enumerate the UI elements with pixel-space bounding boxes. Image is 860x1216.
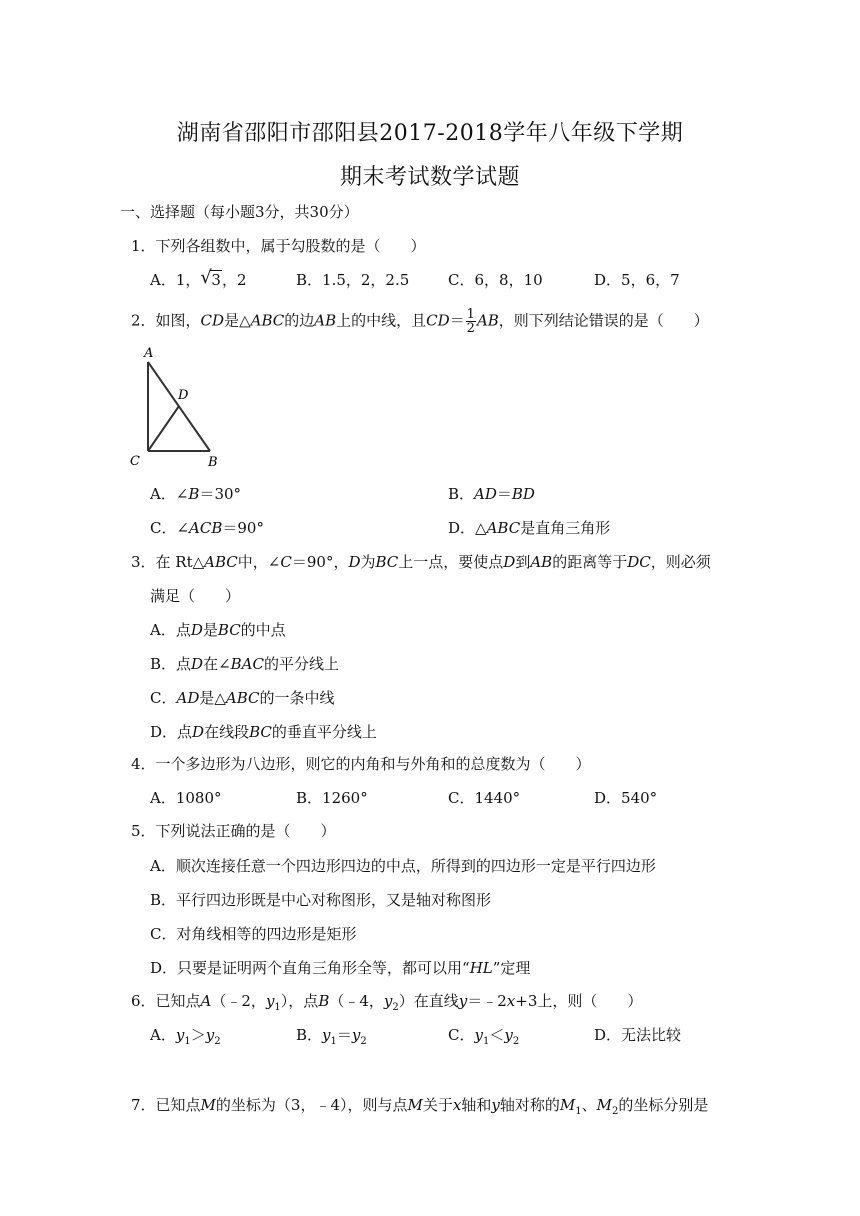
q2-text: 是△ xyxy=(224,311,251,330)
q3-d-var: D xyxy=(192,723,205,741)
q2-option-a xyxy=(150,484,241,504)
q1-option-a xyxy=(150,267,247,290)
q2-text: ，则下列结论错误的是（ ） xyxy=(498,311,709,330)
q3-text: ＝90°， xyxy=(291,553,349,571)
q4-option-a: A．1080° xyxy=(150,789,222,807)
q3-a-text: A．点 xyxy=(150,621,191,639)
q6-b-var: y xyxy=(322,1026,331,1044)
q3-text: 的距离等于 xyxy=(552,553,628,571)
q2-text: ＝ xyxy=(449,311,465,330)
q3-b-text: 的平分线上 xyxy=(263,655,339,673)
q3-b-text: 在∠ xyxy=(203,655,231,673)
q3-d-text: 在线段 xyxy=(204,723,250,741)
q6-a-var: y xyxy=(205,1026,215,1044)
q6-c-sub: 2 xyxy=(512,1036,520,1047)
q3-var: D xyxy=(348,553,361,571)
q2-b-text: ＝ xyxy=(496,485,512,503)
q2-c-text: ＝90° xyxy=(222,519,264,537)
q5-option-c: C．对角线相等的四边形是矩形 xyxy=(150,925,357,943)
q2-var: CD xyxy=(426,311,450,330)
label-b: B xyxy=(208,455,218,470)
q6-c-text: ＜ xyxy=(489,1026,505,1044)
q4-option-d: D．540° xyxy=(594,789,658,807)
q1-option-d: D．5，6，7 xyxy=(594,271,680,289)
q3-option-b xyxy=(150,654,339,674)
fraction-one-half xyxy=(466,308,476,335)
q6-c-sub: 1 xyxy=(482,1036,490,1047)
q6-text: ），点 xyxy=(280,992,319,1010)
q6-sub: 2 xyxy=(392,1002,399,1013)
q2-option-b xyxy=(448,484,535,504)
section-heading: 一、选择题（每小题3分，共30分） xyxy=(120,203,359,221)
q6-a-var: y xyxy=(175,1026,185,1044)
q6-text: （﹣4， xyxy=(329,992,384,1010)
q2-var: AB xyxy=(476,311,499,330)
q7-text: 7．已知点 xyxy=(131,1096,201,1114)
q3-var: C xyxy=(280,553,292,571)
q1-a-root: 3 xyxy=(211,271,221,289)
q6-text: （﹣2， xyxy=(211,992,266,1010)
sqrt-symbol: √ 3 xyxy=(200,267,221,289)
label-a: A xyxy=(144,346,154,361)
q3-option-d xyxy=(150,722,377,742)
q6-var: x xyxy=(506,992,516,1010)
title-line-2: 期末考试数学试题 xyxy=(339,165,520,190)
q3-option-c xyxy=(150,688,335,708)
q2-b-text: B． xyxy=(448,485,475,503)
q7-text: 、 xyxy=(581,1096,597,1114)
q7-var: M xyxy=(407,1096,423,1114)
q4-option-b: B．1260° xyxy=(296,789,368,807)
q2-text: 上的中线，且 xyxy=(336,311,427,330)
q3-c-text: 的一条中线 xyxy=(259,689,335,707)
q5-option-d xyxy=(150,958,530,978)
q3-a-text: 的中点 xyxy=(240,621,286,639)
q3-d-text: D．点 xyxy=(150,723,193,741)
q3-b-text: B．点 xyxy=(150,655,192,673)
q3-text: 3．在 Rt△ xyxy=(131,553,205,571)
triangle-figure xyxy=(128,345,228,470)
q7-text: 的坐标分别是 xyxy=(618,1096,709,1114)
q1-a-prefix: A．1， xyxy=(150,271,201,289)
q3-var: DC xyxy=(627,553,651,571)
q5-option-a: A．顺次连接任意一个四边形四边的中点，所得到的四边形一定是平行四边形 xyxy=(150,857,656,875)
label-d: D xyxy=(178,388,189,403)
q7-text: 轴对称的 xyxy=(499,1096,560,1114)
q3-a-var: BC xyxy=(217,621,241,639)
q6-text: +3上，则（ ） xyxy=(515,992,643,1010)
q6-a-sub: 2 xyxy=(214,1036,221,1047)
q3-text: ，则必须 xyxy=(650,553,711,571)
title-line-1: 湖南省邵阳市邵阳县2017-2018学年八年级下学期 xyxy=(176,121,684,146)
q6-text: ）在直线 xyxy=(398,992,459,1010)
q3-b-var: D xyxy=(191,655,204,673)
q2-option-d xyxy=(448,518,610,538)
q7-text: 关于 xyxy=(422,1096,453,1114)
q2-a-text: A．∠ xyxy=(150,485,189,503)
question-6-stem xyxy=(131,991,642,1018)
q2-b-var: BD xyxy=(511,485,535,503)
q5-d-text: D．只要是证明两个直角三角形全等，都可以用“ xyxy=(150,959,470,977)
q6-a-text: A． xyxy=(150,1026,176,1044)
q3-d-text: 的垂直平分线上 xyxy=(271,723,377,741)
q7-var: y xyxy=(491,1096,500,1114)
q2-var: ABC xyxy=(250,311,285,330)
q3-text: 中，∠ xyxy=(237,553,281,571)
q7-var: M xyxy=(596,1096,612,1114)
q6-c-var: y xyxy=(474,1026,483,1044)
q3-c-var: AD xyxy=(176,689,200,707)
q3-option-a xyxy=(150,620,286,640)
q6-var: y xyxy=(383,992,393,1010)
fraction-denominator: 2 xyxy=(466,321,475,336)
q6-var: y xyxy=(265,992,275,1010)
q6-var: A xyxy=(200,992,212,1010)
q6-text: ＝﹣2 xyxy=(467,992,507,1010)
q5-option-b: B．平行四边形既是中心对称图形，又是轴对称图形 xyxy=(150,891,492,909)
question-1-stem: 1．下列各组数中，属于勾股数的是（ ） xyxy=(131,237,426,255)
q6-sub: 1 xyxy=(274,1002,281,1013)
q3-c-text: 是△ xyxy=(199,689,226,707)
q2-b-var: AD xyxy=(474,485,497,503)
q5-d-text: ”定理 xyxy=(492,959,531,977)
q4-option-c: C．1440° xyxy=(448,789,521,807)
q6-option-c xyxy=(448,1025,519,1052)
label-c: C xyxy=(130,454,140,469)
q3-c-var: ABC xyxy=(225,689,260,707)
q3-c-text: C． xyxy=(150,689,177,707)
q2-var: CD xyxy=(200,311,225,330)
q6-b-sub: 2 xyxy=(360,1036,367,1047)
q2-d-var: ABC xyxy=(486,519,521,537)
fraction-numerator: 1 xyxy=(466,307,475,322)
q2-text: 2．如图， xyxy=(131,311,201,330)
q7-var: M xyxy=(200,1096,216,1114)
q2-a-text: ＝30° xyxy=(199,485,242,503)
q2-c-text: C．∠ xyxy=(150,519,190,537)
q6-b-text: ＝ xyxy=(336,1026,352,1044)
q2-option-c xyxy=(150,518,264,538)
q2-a-var: B xyxy=(188,485,200,503)
question-7-stem xyxy=(131,1095,708,1122)
q6-var: B xyxy=(318,992,330,1010)
q3-text: 上一点，要使点 xyxy=(398,553,504,571)
q6-b-var: y xyxy=(351,1026,361,1044)
q6-option-d: D．无法比较 xyxy=(594,1026,682,1044)
q3-var: BC xyxy=(375,553,399,571)
q6-c-var: y xyxy=(504,1026,513,1044)
question-5-stem: 5．下列说法正确的是（ ） xyxy=(131,822,336,840)
q1-a-suffix: ，2 xyxy=(221,271,247,289)
question-2-stem xyxy=(131,308,709,335)
q2-text: 的边 xyxy=(284,311,315,330)
q3-text: 为 xyxy=(360,553,376,571)
q3-var: AB xyxy=(530,553,553,571)
q2-c-var: ACB xyxy=(189,519,223,537)
q7-sub: 2 xyxy=(611,1106,619,1117)
q3-a-text: 是 xyxy=(202,621,218,639)
q7-text: 轴和 xyxy=(461,1096,492,1114)
q3-var: ABC xyxy=(204,553,238,571)
q7-var: x xyxy=(452,1096,462,1114)
question-4-stem: 4．一个多边形为八边形，则它的内角和与外角和的总度数为（ ） xyxy=(131,755,591,773)
q2-d-text: D．△ xyxy=(448,519,487,537)
q6-a-sub: 1 xyxy=(184,1036,191,1047)
q7-sub: 1 xyxy=(575,1106,582,1117)
question-3-stem-line-1 xyxy=(131,552,711,572)
q6-option-b xyxy=(296,1025,367,1052)
q6-b-sub: 1 xyxy=(330,1036,337,1047)
q6-b-text: B． xyxy=(296,1026,323,1044)
triangle-diagram xyxy=(128,345,228,470)
q3-d-var: BC xyxy=(249,723,272,741)
q5-d-var: HL xyxy=(469,959,493,977)
q7-var: M xyxy=(559,1096,576,1114)
q3-b-var: BAC xyxy=(230,655,264,673)
q3-a-var: D xyxy=(190,621,203,639)
q6-option-a xyxy=(150,1025,221,1052)
question-3-stem-line-2: 满足（ ） xyxy=(150,587,241,605)
q7-text: 的坐标为（3，﹣4），则与点 xyxy=(215,1096,408,1114)
q2-d-text: 是直角三角形 xyxy=(520,519,611,537)
q6-text: 6．已知点 xyxy=(131,992,201,1010)
q3-text: 到 xyxy=(515,553,531,571)
q3-var: D xyxy=(503,553,516,571)
q6-a-text: ＞ xyxy=(190,1026,206,1044)
q6-c-text: C． xyxy=(448,1026,475,1044)
q1-option-b: B．1.5，2，2.5 xyxy=(296,271,410,289)
q6-var: y xyxy=(458,992,468,1010)
q2-var: AB xyxy=(314,311,337,330)
q1-option-c: C．6，8，10 xyxy=(448,271,543,289)
